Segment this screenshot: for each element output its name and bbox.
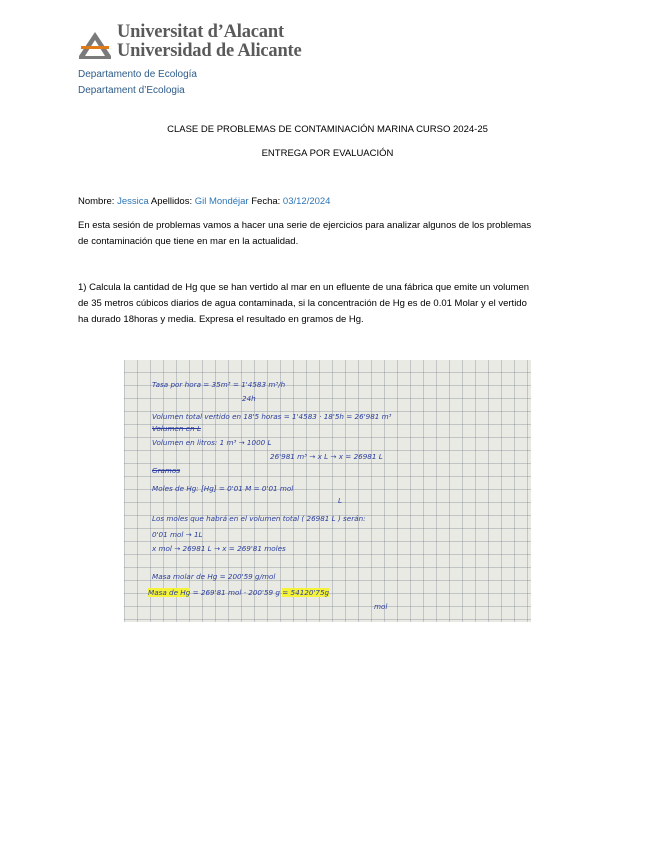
name-label: Nombre: <box>78 196 115 207</box>
hw-line-2: Volumen total vertido en 18'5 horas = 1'4583 · 18'5h = 26'981 m³ <box>152 412 392 421</box>
intro-line-2: de contaminación que tiene en mar en la actualidad. <box>78 236 299 247</box>
university-name-valencian: Universitat d’Alacant <box>117 22 284 42</box>
hw-line-10: x mol → 26981 L → x = 269'81 moles <box>152 544 286 553</box>
hw-highlight-label: Masa de Hg <box>148 588 191 597</box>
surname-value: Gil Mondéjar <box>194 196 249 207</box>
student-info-line <box>78 196 330 207</box>
hw-highlight-result: = 54120'75g <box>282 588 330 597</box>
university-name-spanish: Universidad de Alicante <box>117 41 302 61</box>
department-name-spanish: Departamento de Ecología <box>78 69 197 80</box>
hw-line-8: Los moles que habrá en el volumen total ( 26981 L ) serán: <box>152 514 366 523</box>
date-value: 03/12/2024 <box>282 196 331 207</box>
hw-line-4: Volumen en litros: 1 m³ → 1000 L <box>152 438 272 447</box>
name-value: Jessica <box>117 196 149 207</box>
date-label: Fecha: <box>251 196 281 207</box>
hw-line-12 <box>148 588 329 597</box>
university-logo-icon <box>77 26 113 60</box>
hw-line-1: Tasa por hora = 35m³ = 1'4583 m³/h <box>152 380 286 389</box>
hw-line-1-denominator: 24h <box>242 394 256 403</box>
surname-label: Apellidos: <box>150 196 193 207</box>
question-1-line-3: ha durado 18horas y media. Expresa el resultado en gramos de Hg. <box>78 314 364 325</box>
department-name-valencian: Departament d’Ecologia <box>78 85 185 96</box>
hw-line-12-unit: mol <box>374 602 388 611</box>
hw-line-5: 26'981 m³ → x L → x = 26981 L <box>270 452 383 461</box>
hw-line-9: 0'01 mol → 1L <box>152 530 203 539</box>
hw-line-3-crossed: Volumen en L <box>152 424 201 433</box>
intro-line-1: En esta sesión de problemas vamos a hacer una serie de ejercicios para analizar algunos de los problemas <box>78 220 532 231</box>
hw-line-7-denominator: L <box>338 496 343 505</box>
question-1-line-1: 1) Calcula la cantidad de Hg que se han vertido al mar en un efluente de una fábrica que emite un volumen <box>78 282 530 293</box>
hw-line-12-expression: = 269'81 mol · 200'59 g <box>192 588 280 597</box>
document-title: CLASE DE PROBLEMAS DE CONTAMINACIÓN MARINA CURSO 2024-25 <box>167 124 488 135</box>
handwritten-answer-photo <box>124 360 531 622</box>
hw-line-6-crossed: Gramos <box>152 466 181 475</box>
question-1-line-2: de 35 metros cúbicos diarios de agua contaminada, si la concentración de Hg es de 0.01 Molar y el vertido <box>78 298 527 309</box>
hw-line-7: Moles de Hg: [Hg] = 0'01 M = 0'01 mol <box>152 484 294 493</box>
document-subtitle: ENTREGA POR EVALUACIÓN <box>261 148 394 159</box>
hw-line-11: Masa molar de Hg = 200'59 g/mol <box>152 572 276 581</box>
